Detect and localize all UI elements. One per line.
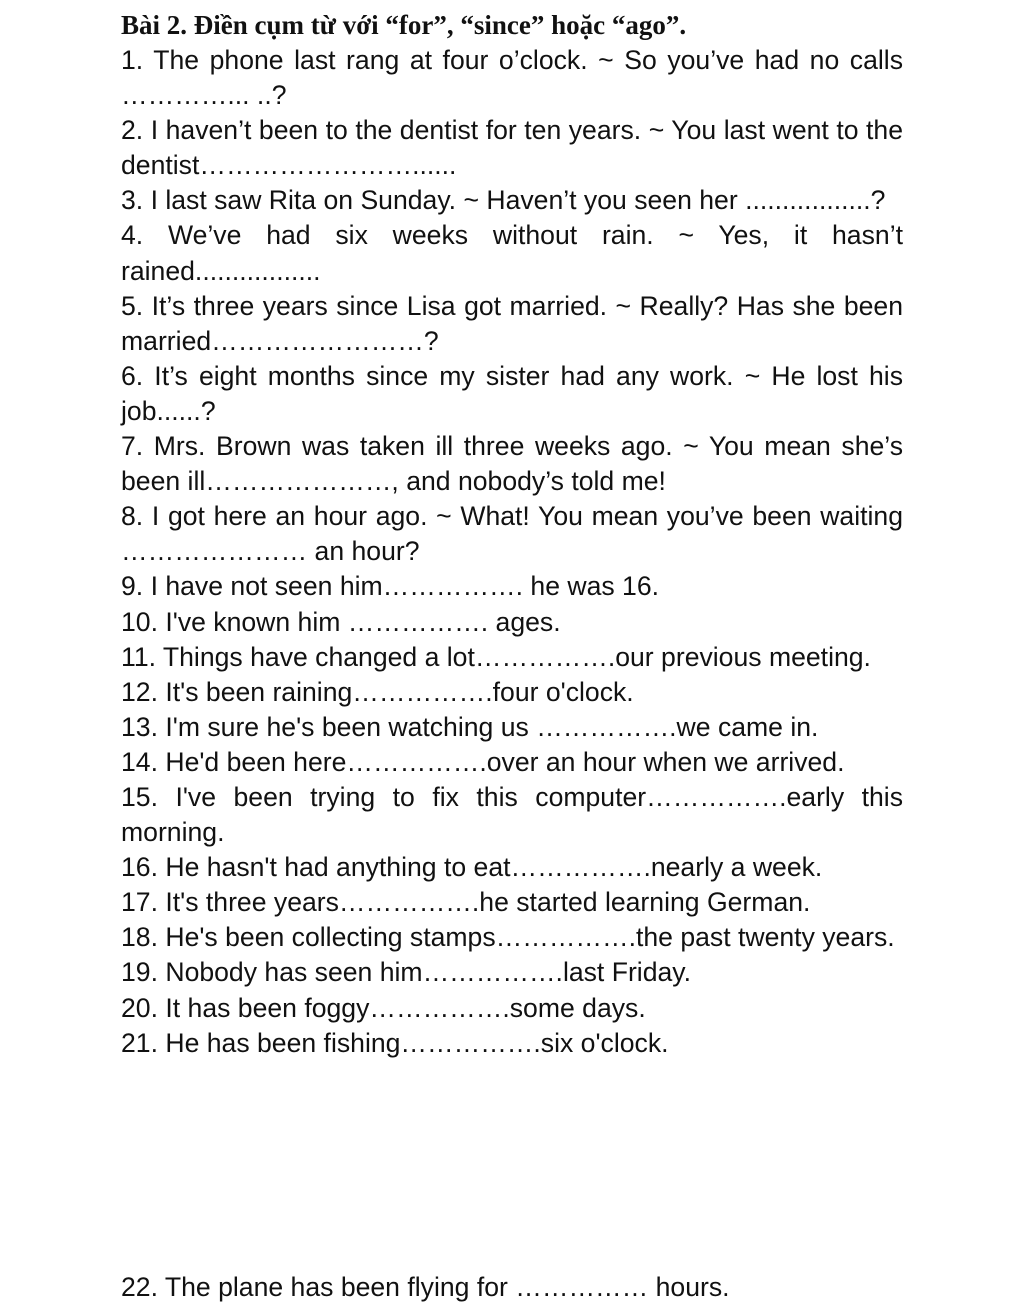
exercise-title: Bài 2. Điền cụm từ với “for”, “since” hoặc “ago”.	[121, 10, 687, 40]
exercise-item-22-cutoff: 22. The plane has been flying for …………… hours.	[121, 1272, 730, 1302]
exercise-item-20: 20. It has been foggy…………….some days.	[121, 992, 646, 1023]
exercise-item-12: 12. It's been raining…………….four o'clock.	[121, 676, 634, 707]
exercise-item-18: 18. He's been collecting stamps…………….the past twenty years.	[121, 922, 895, 953]
exercise-item-4: 4. We’ve had six weeks without rain. ~ Yes, it hasn’t rained.................	[121, 220, 903, 286]
exercise-item-15: 15. I've been trying to fix this computer…………….early this morning.	[121, 781, 903, 848]
exercise-item-19: 19. Nobody has seen him…………….last Friday.	[121, 957, 692, 988]
exercise-item-3: 3. I last saw Rita on Sunday. ~ Haven’t you seen her .................?	[121, 185, 886, 216]
exercise-item-13: 13. I'm sure he's been watching us …………….we came in.	[121, 711, 819, 742]
exercise-item-5: 5. It’s three years since Lisa got married. ~ Really? Has she been married……………………?	[121, 290, 903, 356]
exercise-item-17: 17. It's three years…………….he started learning German.	[121, 887, 811, 918]
exercise-item-21: 21. He has been fishing…………….six o'clock.	[121, 1027, 669, 1058]
exercise-item-10: 10. I've known him ……………. ages.	[121, 606, 561, 637]
exercise-item-2: 2. I haven’t been to the dentist for ten years. ~ You last went to the dentist……………………......	[121, 115, 903, 181]
worksheet-page	[121, 0, 903, 1061]
exercise-list	[121, 43, 903, 1061]
exercise-item-8: 8. I got here an hour ago. ~ What! You mean you’ve been waiting ………………… an hour?	[121, 501, 903, 567]
exercise-item-7: 7. Mrs. Brown was taken ill three weeks ago. ~ You mean she’s been ill…………………, and nobody’s told me!	[121, 431, 903, 497]
exercise-item-14: 14. He'd been here…………….over an hour when we arrived.	[121, 746, 845, 777]
exercise-item-6: 6. It’s eight months since my sister had any work. ~ He lost his job......?	[121, 360, 903, 426]
exercise-item-11: 11. Things have changed a lot…………….our previous meeting.	[121, 641, 871, 672]
exercise-item-16: 16. He hasn't had anything to eat…………….nearly a week.	[121, 852, 823, 883]
exercise-item-9: 9. I have not seen him……………. he was 16.	[121, 571, 660, 602]
exercise-item-1: 1. The phone last rang at four o’clock. ~ So you’ve had no calls …………... ..?	[121, 45, 903, 111]
cutoff-line-container	[121, 1270, 903, 1302]
